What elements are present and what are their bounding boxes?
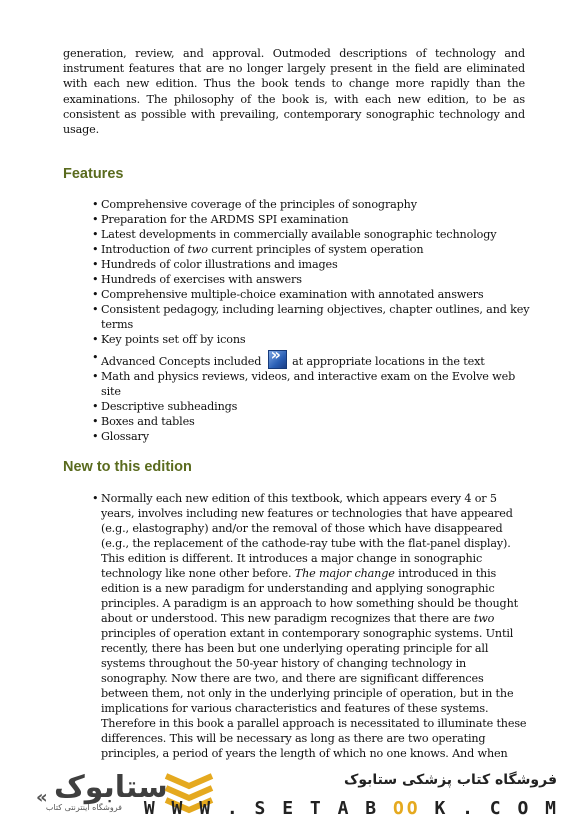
list-item bbox=[92, 491, 528, 776]
features-heading: Features bbox=[63, 166, 124, 182]
list-item-emphasis: The major change bbox=[294, 567, 395, 580]
url-text: K . C O M bbox=[420, 798, 559, 819]
list-item-text: Introduction of bbox=[101, 243, 188, 256]
list-item: • Hundreds of color illustrations and images bbox=[92, 257, 530, 272]
list-item bbox=[92, 242, 530, 257]
url-text: W W W . S E T A B bbox=[143, 798, 393, 819]
list-item: • Descriptive subheadings bbox=[92, 399, 530, 414]
list-item-text: principles of operation extant in contemporary sonographic systems. Until recently, there has been but one underlying operating principle for all systems throughout the 50-year history of changing technology in sonography. Now there are two, and there are significant differences between them, not only in the underlying principle of operation, but in the implications for various characteristics and features of these systems. Therefore in this book a parallel approach is necessitated to illuminate these differences. This will be necessary as long as there are two operating principles, a period of years the length of which no one knows. And when bbox=[101, 627, 527, 760]
double-chevron-icon: « bbox=[36, 787, 48, 808]
features-list bbox=[92, 197, 530, 444]
list-item: • Key points set off by icons bbox=[92, 332, 530, 347]
logo-subtext: فروشگاه اینترنتی کتاب bbox=[45, 803, 122, 812]
url-text-accent: O bbox=[406, 798, 421, 819]
list-item: • Hundreds of exercises with answers bbox=[92, 272, 530, 287]
new-edition-heading: New to this edition bbox=[63, 459, 192, 475]
shop-title: فروشگاه کتاب پزشکی ستابوک bbox=[344, 772, 557, 788]
list-item: • Consistent pedagogy, including learning objectives, chapter outlines, and key terms bbox=[92, 302, 530, 332]
list-item: • Preparation for the ARDMS SPI examination bbox=[92, 212, 530, 227]
logo-text: ستابوک bbox=[54, 770, 168, 805]
list-item-emphasis: two bbox=[187, 243, 208, 256]
store-footer-banner bbox=[0, 760, 585, 826]
list-item-text: at appropriate locations in the text bbox=[288, 355, 485, 368]
list-item: • Math and physics reviews, videos, and interactive exam on the Evolve web site bbox=[92, 369, 530, 399]
setabook-logo[interactable] bbox=[30, 770, 168, 813]
list-item-text: introduced in this edition is a new paradigm for understanding and applying sonographic principles. A paradigm is an approach to how something should be thought about or understood. This new paradigm recognizes that there are bbox=[101, 567, 518, 625]
list-item: • Glossary bbox=[92, 429, 530, 444]
list-item: • Comprehensive coverage of the principles of sonography bbox=[92, 197, 530, 212]
list-item-text: current principles of system operation bbox=[207, 243, 424, 256]
list-item: • Boxes and tables bbox=[92, 414, 530, 429]
list-item-emphasis: two bbox=[473, 612, 495, 625]
new-edition-list bbox=[92, 491, 528, 776]
list-item bbox=[92, 350, 530, 369]
intro-paragraph: generation, review, and approval. Outmoded descriptions of technology and instrument features that are no longer largely present in the field are eliminated with each new edition. Thus the book tends to change more rapidly than the examinations. The philosophy of the book is, with each new edition, to be as consistent as possible with prevailing, contemporary sonographic technology and usage. bbox=[63, 47, 525, 137]
shop-url[interactable] bbox=[144, 798, 559, 819]
advanced-concepts-icon bbox=[268, 350, 287, 369]
url-text-accent: O bbox=[392, 798, 407, 819]
list-item-text: Advanced Concepts included bbox=[101, 355, 265, 368]
list-item: • Comprehensive multiple-choice examination with annotated answers bbox=[92, 287, 530, 302]
list-item-text: Normally each new edition of this textbook, which appears every 4 or 5 years, involves including new features or technologies that have appeared (e.g., elastography) and/or the removal of those which have disappeared (e.g., the replacement of the cathode-ray tube with the flat-panel display). This edition is different. It introduces a major change in sonographic technology like none other before. bbox=[101, 492, 513, 580]
list-item: • Latest developments in commercially available sonographic technology bbox=[92, 227, 530, 242]
